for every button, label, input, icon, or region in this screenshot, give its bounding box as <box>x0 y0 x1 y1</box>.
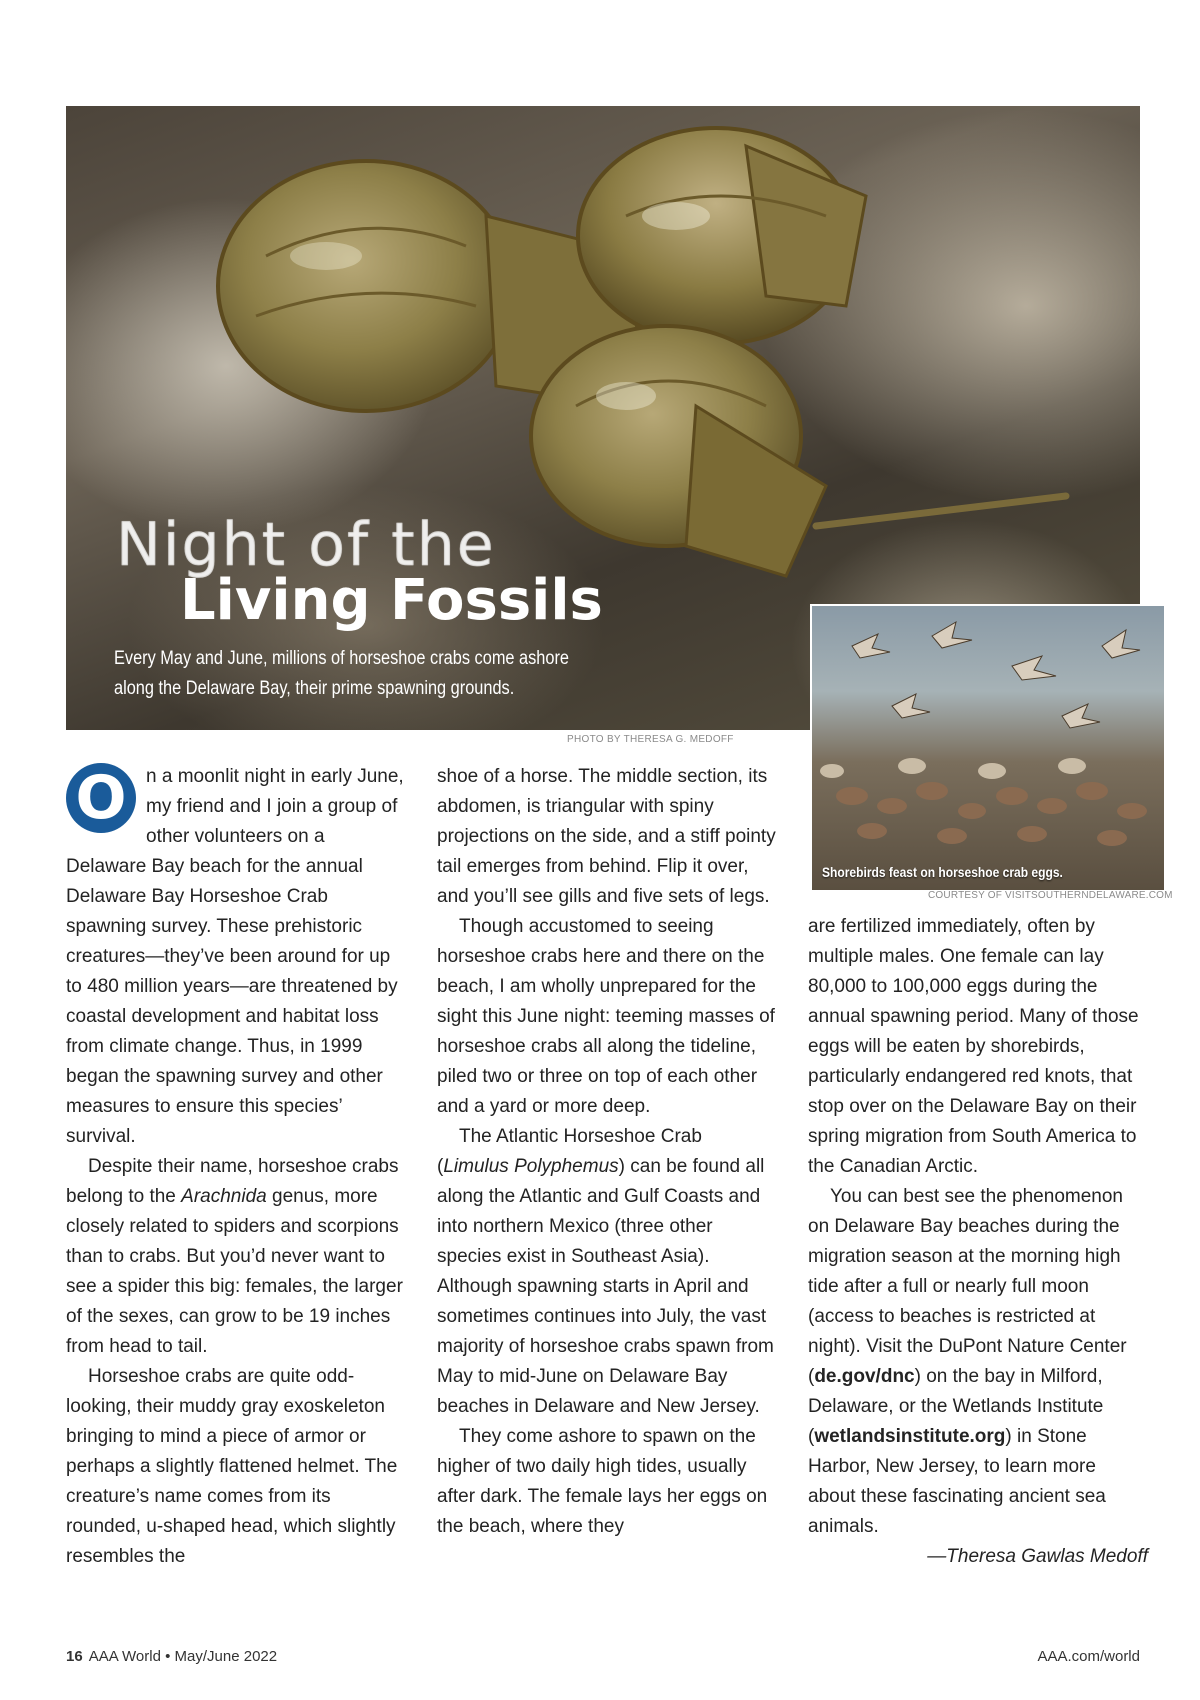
inset-caption: Shorebirds feast on horseshoe crab eggs. <box>822 864 1063 880</box>
paragraph-5-text-a: The Atlantic Horseshoe Crab ( <box>437 1126 702 1177</box>
article-column-1 <box>66 762 406 1572</box>
paragraph-5 <box>437 1122 777 1422</box>
footer-left <box>66 1648 277 1665</box>
paragraph-6-end: are fertilized immediately, often by multiple males. One female can lay 80,000 to 100,000 eggs during the annual spawning period. Many of those eggs will be eaten by shorebirds, particularly endangered red knots, that stop over on the Delaware Bay on their spring migration from South America to the Canadian Arctic. <box>808 916 1139 1177</box>
headline-line-1: Night of the <box>116 510 496 580</box>
page-number: 16 <box>66 1648 83 1665</box>
dupont-link[interactable]: de.gov/dnc <box>814 1366 915 1387</box>
headline-line-2: Living Fossils <box>180 568 603 633</box>
publication-name: AAA World • May/June 2022 <box>88 1648 278 1665</box>
paragraph-1 <box>66 762 406 1152</box>
author-byline: —Theresa Gawlas Medoff <box>927 1546 1148 1567</box>
inset-photo <box>810 604 1166 892</box>
drop-cap: O <box>66 763 136 833</box>
paragraph-5-text-b: ) can be found all along the Atlantic and Gulf Coasts and into northern Mexico (three other species exist in Southeast Asia). Although spawning starts in April and sometimes continues into July, the vast majority of horseshoe crabs spawn from May to mid-June on Delaware Bay beaches in Delaware and New Jersey. <box>437 1156 774 1417</box>
footer-website[interactable]: AAA.com/world <box>1037 1648 1140 1665</box>
wetlands-link[interactable]: wetlandsinstitute.org <box>814 1426 1006 1447</box>
article-column-3 <box>808 912 1148 1572</box>
paragraph-1-text: n a moonlit night in early June, my friend and I join a group of other volunteers on a Delaware Bay beach for the annual Delaware Bay Horseshoe Crab spawning survey. These prehistoric creatures—they’ve been around for up to 480 million years—are threatened by coastal development and habitat loss from climate change. Thus, in 1999 began the spawning survey and other measures to ensure this species’ survival. <box>66 766 404 1147</box>
paragraph-3-end: shoe of a horse. The middle section, its abdomen, is triangular with spiny projections on the side, and a stiff pointy tail emerges from behind. Flip it over, and you’ll see gills and five sets of legs. <box>437 766 776 907</box>
species-name: Limulus Polyphemus <box>443 1156 619 1177</box>
genus-name: Arachnida <box>181 1186 267 1207</box>
paragraph-4: Though accustomed to seeing horseshoe crabs here and there on the beach, I am wholly unprepared for the sight this June night: teeming masses of horseshoe crabs all along the tideline, piled two or three on top of each other and a yard or more deep. <box>437 916 775 1117</box>
hero-photo-credit: PHOTO BY THERESA G. MEDOFF <box>567 734 734 745</box>
deck-subtitle: Every May and June, millions of horseshoe crabs come ashore along the Delaware Bay, their prime spawning grounds. <box>114 648 570 699</box>
article-column-2 <box>437 762 777 1542</box>
paragraph-7-text-b: ) on the bay in Milford, Delaware, or the Wetlands Institute ( <box>808 1366 1104 1447</box>
inset-photo-credit: COURTESY OF VISITSOUTHERNDELAWARE.COM <box>928 890 1173 901</box>
shorebirds-illustration <box>812 606 1164 890</box>
paragraph-7-text-c: ) in Stone Harbor, New Jersey, to learn more about these fascinating ancient sea animals. <box>808 1426 1106 1537</box>
paragraph-3-start: Horseshoe crabs are quite odd-looking, their muddy gray exoskeleton bringing to mind a piece of armor or perhaps a slightly flattened helmet. The creature’s name comes from its rounded, u-shaped head, which slightly resembles the <box>66 1366 398 1567</box>
paragraph-7 <box>808 1182 1148 1542</box>
paragraph-2-text-a: Despite their name, horseshoe crabs belong to the <box>66 1156 399 1207</box>
paragraph-7-text-a: You can best see the phenomenon on Delaware Bay beaches during the migration season at the morning high tide after a full or nearly full moon (access to beaches is restricted at night). Visit the DuPont Nature Center ( <box>808 1186 1127 1387</box>
paragraph-6-start: They come ashore to spawn on the higher of two daily high tides, usually after dark. The female lays her eggs on the beach, where they <box>437 1426 768 1537</box>
paragraph-2-text-b: genus, more closely related to spiders and scorpions than to crabs. But you’d never want to see a spider this big: females, the larger of the sexes, can grow to be 19 inches from head to tail. <box>66 1186 403 1357</box>
paragraph-2 <box>66 1152 406 1362</box>
